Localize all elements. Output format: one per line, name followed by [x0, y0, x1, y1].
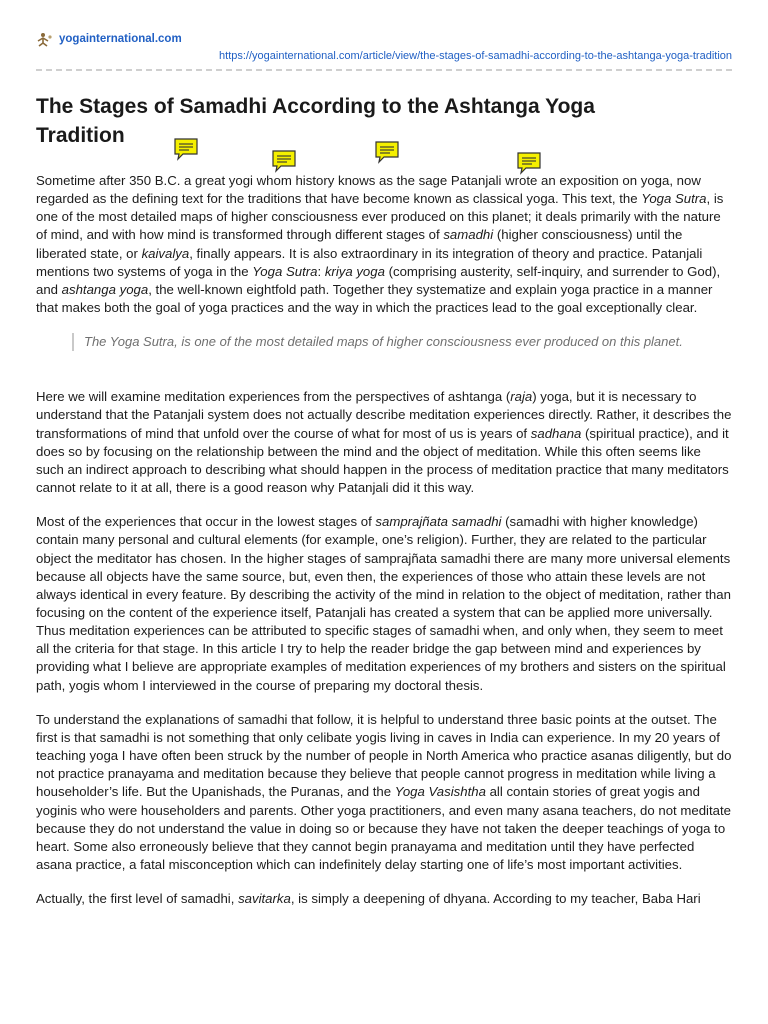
- article-body: [36, 172, 732, 924]
- paragraph: To understand the explanations of samadhi that follow, it is helpful to understand three basic points at the outset. The first is that samadhi is not something that only celibate yogis living in caves in India can experience. In my 20 years of teaching yoga I have often been struck by the number of people in North America who practice asanas diligently, but do not practice pranayama and meditation because they believe that people cannot progress in meditation while living a householder’s life. But the Upanishads, the Puranas, and the Yoga Vasishtha all contain stories of great yogis and yoginis who were householders and parents. Other yoga practitioners, and even many asana teachers, do not meditate because they do not understand the value in doing so or because they have not taken the deeper teachings of yoga to heart. Some also erroneously believe that they cannot begin pranayama and meditation until they have perfected asana practice, a fatal misconception which can indefinitely delay starting one of life’s most important activities.: [36, 711, 732, 872]
- comment-note-icon[interactable]: [271, 149, 297, 173]
- paragraph: Most of the experiences that occur in the lowest stages of samprajñata samadhi (samadhi with higher knowledge) contain many personal and cultural elements (for example, one’s religion). Further, they are related to the particular object the meditator has chosen. In the higher stages of samprajñata samadhi there are many more universal elements because all objects have the same source, but, even then, the experiences of those who attain these levels are not always identical in every feature. By describing the activity of the mind in relation to the object of meditation, rather than focusing on the content of the experience itself, Patanjali has created a system that can be applied more universally. Thus meditation experiences can be attributed to specific stages of samadhi when, and only when, they seem to meet all the criteria for that stage. In this article I try to help the reader bridge the gap between mind and experiences by providing what I believe are appropriate examples of meditation experiences of my brothers and sisters on the spiritual path, yogis whom I interviewed in the course of preparing my doctoral thesis.: [36, 514, 731, 693]
- paragraph: Here we will examine meditation experiences from the perspectives of ashtanga (raja) yoga, but it is necessary to understand that the Patanjali system does not actually describe meditation experiences directly. Rather, it describes the transformations of mind that unfold over the course of what for most of us is years of sadhana (spiritual practice), and it does so by focusing on the relationship between the mind and the object of meditation. While this often seems like such an indirect approach to describing what should happen in the process of meditation practice that many meditators cannot relate to it at all, there is a good reason why Patanjali did it this way.: [36, 389, 732, 496]
- page-title: The Stages of Samadhi According to the Ashtanga Yoga Tradition: [36, 95, 595, 147]
- pull-quote: The Yoga Sutra, is one of the most detailed maps of higher consciousness ever produced on this planet.: [72, 333, 684, 351]
- yoga-figure-icon: [36, 32, 54, 48]
- header-divider: [36, 69, 732, 71]
- article-url-link[interactable]: https://yogainternational.com/article/view/the-stages-of-samadhi-according-to-the-ashtanga-yoga-tradition: [219, 50, 732, 62]
- paragraph: Sometime after 350 B.C. a great yogi whom history knows as the sage Patanjali wrote an exposition on yoga, now regarded as the defining text for the traditions that have become known as classical yoga. This text, the Yoga Sutra, is one of the most detailed maps of higher consciousness ever produced on this planet; it deals primarily with the nature of mind, and with how mind is transformed through different stages of samadhi (higher consciousness) until the liberated state, or kaivalya, finally appears. It is also extraordinary in its integration of theory and practice. Patanjali mentions two systems of yoga in the Yoga Sutra: kriya yoga (comprising austerity, self-inquiry, and surrender to God), and ashtanga yoga, the well-known eightfold path. Together they systematize and explain yoga practice in a manner that makes both the goal of yoga practices and the way in which the practices lead to the goal exceptionally clear.: [36, 173, 724, 316]
- comment-note-icon[interactable]: [173, 137, 199, 161]
- site-header: [36, 30, 732, 70]
- comment-note-icon[interactable]: [374, 140, 400, 164]
- paragraph: Actually, the first level of samadhi, savitarka, is simply a deepening of dhyana. According to my teacher, Baba Hari: [36, 891, 701, 907]
- site-name-link[interactable]: yogainternational.com: [59, 33, 182, 45]
